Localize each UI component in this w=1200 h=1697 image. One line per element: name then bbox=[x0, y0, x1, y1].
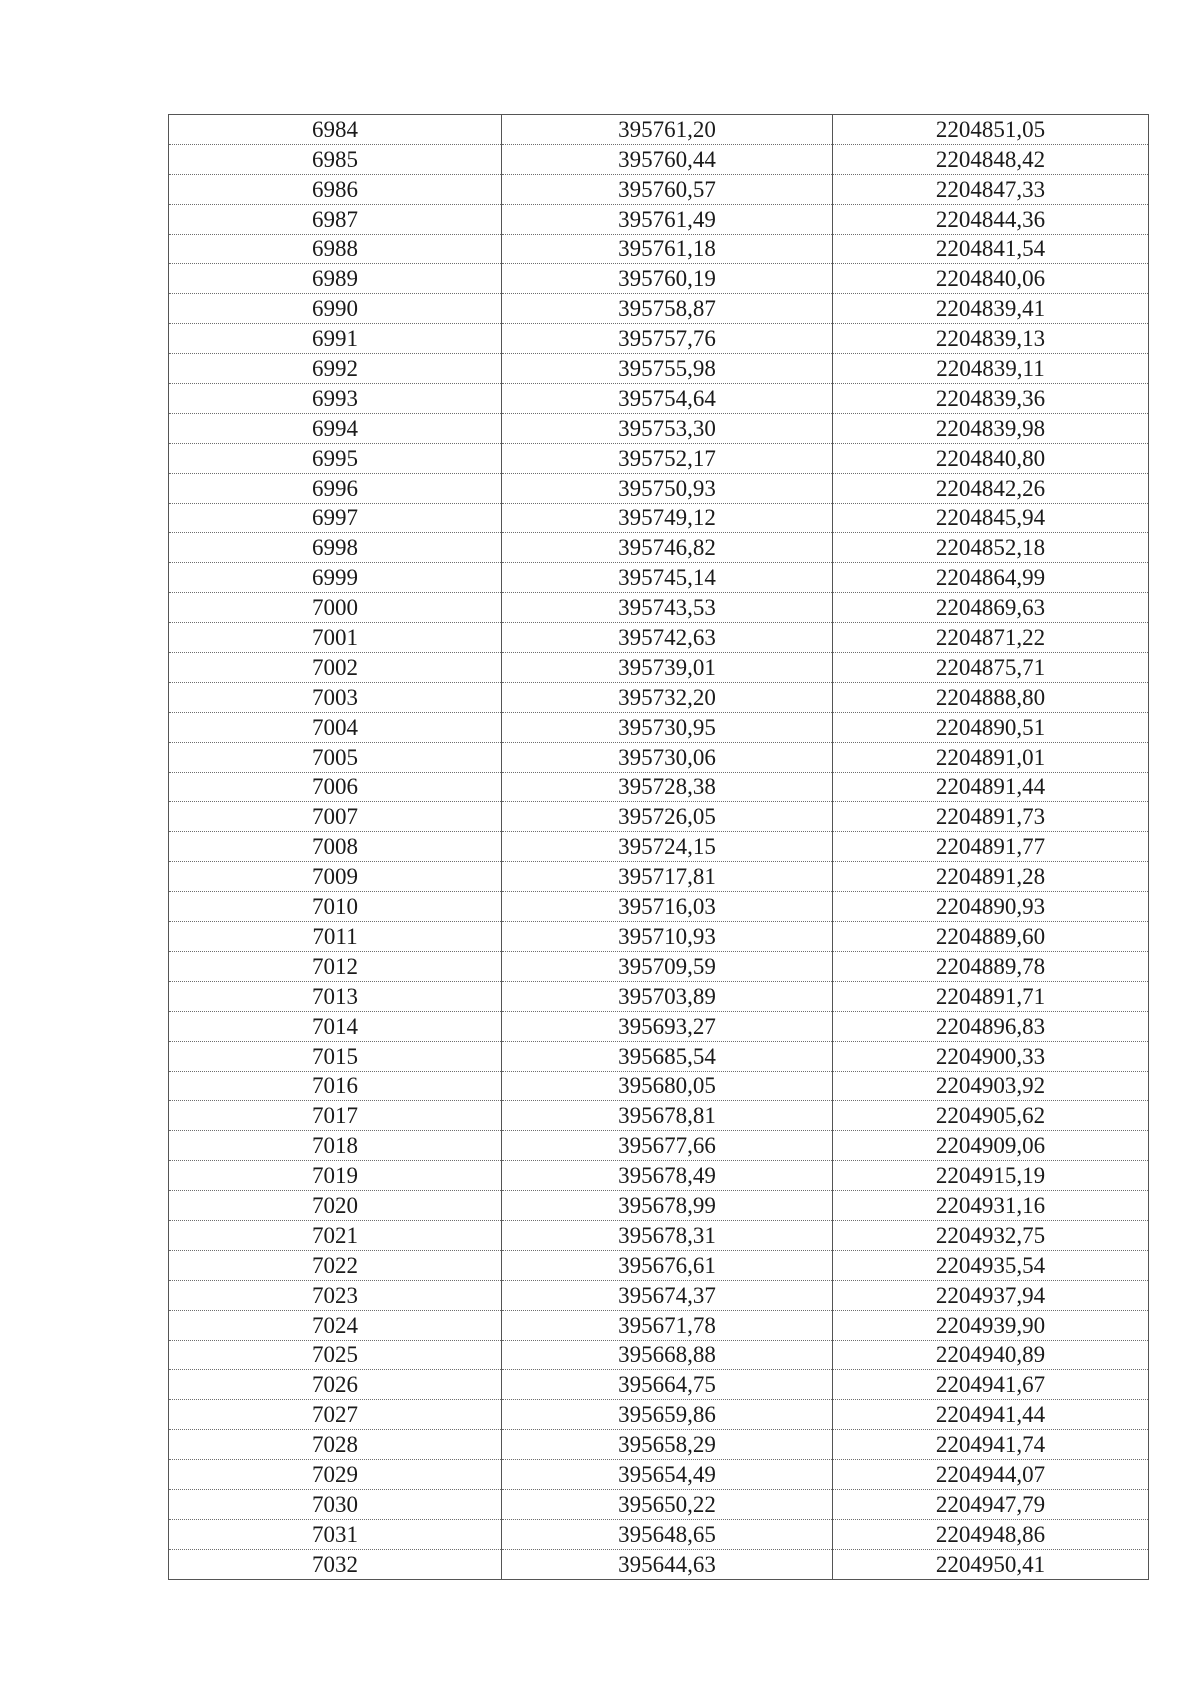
x-coordinate-cell: 395677,66 bbox=[502, 1131, 833, 1161]
point-number-cell: 7012 bbox=[169, 951, 502, 981]
y-coordinate-cell: 2204869,63 bbox=[833, 593, 1149, 623]
table-row bbox=[169, 1310, 1149, 1340]
table-row bbox=[169, 1370, 1149, 1400]
y-coordinate-cell: 2204944,07 bbox=[833, 1460, 1149, 1490]
x-coordinate-cell: 395742,63 bbox=[502, 623, 833, 653]
point-number-cell: 7027 bbox=[169, 1400, 502, 1430]
y-coordinate-cell: 2204845,94 bbox=[833, 503, 1149, 533]
point-number-cell: 7008 bbox=[169, 832, 502, 862]
table-row bbox=[169, 1460, 1149, 1490]
x-coordinate-cell: 395680,05 bbox=[502, 1071, 833, 1101]
table-row bbox=[169, 115, 1149, 145]
point-number-cell: 6989 bbox=[169, 264, 502, 294]
x-coordinate-cell: 395726,05 bbox=[502, 802, 833, 832]
x-coordinate-cell: 395730,95 bbox=[502, 712, 833, 742]
table-row bbox=[169, 1280, 1149, 1310]
table-row bbox=[169, 981, 1149, 1011]
point-number-cell: 6984 bbox=[169, 115, 502, 145]
x-coordinate-cell: 395730,06 bbox=[502, 742, 833, 772]
y-coordinate-cell: 2204941,44 bbox=[833, 1400, 1149, 1430]
y-coordinate-cell: 2204915,19 bbox=[833, 1161, 1149, 1191]
point-number-cell: 7028 bbox=[169, 1430, 502, 1460]
table-row bbox=[169, 1220, 1149, 1250]
x-coordinate-cell: 395739,01 bbox=[502, 653, 833, 683]
x-coordinate-cell: 395724,15 bbox=[502, 832, 833, 862]
point-number-cell: 6985 bbox=[169, 144, 502, 174]
x-coordinate-cell: 395658,29 bbox=[502, 1430, 833, 1460]
x-coordinate-cell: 395664,75 bbox=[502, 1370, 833, 1400]
x-coordinate-cell: 395678,49 bbox=[502, 1161, 833, 1191]
x-coordinate-cell: 395749,12 bbox=[502, 503, 833, 533]
y-coordinate-cell: 2204875,71 bbox=[833, 653, 1149, 683]
y-coordinate-cell: 2204937,94 bbox=[833, 1280, 1149, 1310]
y-coordinate-cell: 2204948,86 bbox=[833, 1519, 1149, 1549]
y-coordinate-cell: 2204844,36 bbox=[833, 204, 1149, 234]
point-number-cell: 6995 bbox=[169, 443, 502, 473]
point-number-cell: 6998 bbox=[169, 533, 502, 563]
table-row bbox=[169, 1191, 1149, 1221]
y-coordinate-cell: 2204891,73 bbox=[833, 802, 1149, 832]
x-coordinate-cell: 395757,76 bbox=[502, 324, 833, 354]
table-row bbox=[169, 384, 1149, 414]
table-row bbox=[169, 862, 1149, 892]
point-number-cell: 6996 bbox=[169, 473, 502, 503]
table-row bbox=[169, 1101, 1149, 1131]
x-coordinate-cell: 395650,22 bbox=[502, 1489, 833, 1519]
x-coordinate-cell: 395678,81 bbox=[502, 1101, 833, 1131]
point-number-cell: 7013 bbox=[169, 981, 502, 1011]
point-number-cell: 6988 bbox=[169, 234, 502, 264]
table-row bbox=[169, 324, 1149, 354]
table-row bbox=[169, 354, 1149, 384]
point-number-cell: 7002 bbox=[169, 653, 502, 683]
x-coordinate-cell: 395752,17 bbox=[502, 443, 833, 473]
point-number-cell: 7026 bbox=[169, 1370, 502, 1400]
point-number-cell: 6986 bbox=[169, 174, 502, 204]
point-number-cell: 7016 bbox=[169, 1071, 502, 1101]
x-coordinate-cell: 395760,19 bbox=[502, 264, 833, 294]
point-number-cell: 7023 bbox=[169, 1280, 502, 1310]
x-coordinate-cell: 395761,18 bbox=[502, 234, 833, 264]
point-number-cell: 7032 bbox=[169, 1549, 502, 1579]
point-number-cell: 7030 bbox=[169, 1489, 502, 1519]
y-coordinate-cell: 2204842,26 bbox=[833, 473, 1149, 503]
x-coordinate-cell: 395761,20 bbox=[502, 115, 833, 145]
table-row bbox=[169, 951, 1149, 981]
x-coordinate-cell: 395654,49 bbox=[502, 1460, 833, 1490]
table-row bbox=[169, 533, 1149, 563]
point-number-cell: 6990 bbox=[169, 294, 502, 324]
x-coordinate-cell: 395703,89 bbox=[502, 981, 833, 1011]
x-coordinate-cell: 395745,14 bbox=[502, 563, 833, 593]
point-number-cell: 7020 bbox=[169, 1191, 502, 1221]
table-row bbox=[169, 174, 1149, 204]
point-number-cell: 7018 bbox=[169, 1131, 502, 1161]
table-row bbox=[169, 503, 1149, 533]
y-coordinate-cell: 2204891,28 bbox=[833, 862, 1149, 892]
y-coordinate-cell: 2204939,90 bbox=[833, 1310, 1149, 1340]
point-number-cell: 7022 bbox=[169, 1250, 502, 1280]
point-number-cell: 7004 bbox=[169, 712, 502, 742]
y-coordinate-cell: 2204851,05 bbox=[833, 115, 1149, 145]
x-coordinate-cell: 395648,65 bbox=[502, 1519, 833, 1549]
x-coordinate-cell: 395760,44 bbox=[502, 144, 833, 174]
point-number-cell: 6999 bbox=[169, 563, 502, 593]
point-number-cell: 7024 bbox=[169, 1310, 502, 1340]
table-row bbox=[169, 443, 1149, 473]
x-coordinate-cell: 395659,86 bbox=[502, 1400, 833, 1430]
point-number-cell: 7006 bbox=[169, 772, 502, 802]
y-coordinate-cell: 2204852,18 bbox=[833, 533, 1149, 563]
table-row bbox=[169, 234, 1149, 264]
x-coordinate-cell: 395743,53 bbox=[502, 593, 833, 623]
point-number-cell: 7031 bbox=[169, 1519, 502, 1549]
x-coordinate-cell: 395753,30 bbox=[502, 413, 833, 443]
y-coordinate-cell: 2204890,93 bbox=[833, 892, 1149, 922]
point-number-cell: 7001 bbox=[169, 623, 502, 653]
y-coordinate-cell: 2204839,36 bbox=[833, 384, 1149, 414]
table-row bbox=[169, 922, 1149, 952]
y-coordinate-cell: 2204932,75 bbox=[833, 1220, 1149, 1250]
y-coordinate-cell: 2204839,98 bbox=[833, 413, 1149, 443]
y-coordinate-cell: 2204841,54 bbox=[833, 234, 1149, 264]
point-number-cell: 6992 bbox=[169, 354, 502, 384]
x-coordinate-cell: 395676,61 bbox=[502, 1250, 833, 1280]
table-row bbox=[169, 653, 1149, 683]
point-number-cell: 7000 bbox=[169, 593, 502, 623]
point-number-cell: 6993 bbox=[169, 384, 502, 414]
table-row bbox=[169, 593, 1149, 623]
x-coordinate-cell: 395716,03 bbox=[502, 892, 833, 922]
table-row bbox=[169, 772, 1149, 802]
x-coordinate-cell: 395758,87 bbox=[502, 294, 833, 324]
table-row bbox=[169, 802, 1149, 832]
point-number-cell: 7019 bbox=[169, 1161, 502, 1191]
table-row bbox=[169, 1131, 1149, 1161]
y-coordinate-cell: 2204839,13 bbox=[833, 324, 1149, 354]
point-number-cell: 7007 bbox=[169, 802, 502, 832]
table-row bbox=[169, 1011, 1149, 1041]
x-coordinate-cell: 395754,64 bbox=[502, 384, 833, 414]
y-coordinate-cell: 2204848,42 bbox=[833, 144, 1149, 174]
table-row bbox=[169, 413, 1149, 443]
y-coordinate-cell: 2204890,51 bbox=[833, 712, 1149, 742]
x-coordinate-cell: 395746,82 bbox=[502, 533, 833, 563]
point-number-cell: 7009 bbox=[169, 862, 502, 892]
y-coordinate-cell: 2204891,01 bbox=[833, 742, 1149, 772]
x-coordinate-cell: 395668,88 bbox=[502, 1340, 833, 1370]
table-row bbox=[169, 1250, 1149, 1280]
table-row bbox=[169, 144, 1149, 174]
x-coordinate-cell: 395644,63 bbox=[502, 1549, 833, 1579]
y-coordinate-cell: 2204909,06 bbox=[833, 1131, 1149, 1161]
table-row bbox=[169, 1519, 1149, 1549]
point-number-cell: 7029 bbox=[169, 1460, 502, 1490]
y-coordinate-cell: 2204931,16 bbox=[833, 1191, 1149, 1221]
x-coordinate-cell: 395678,99 bbox=[502, 1191, 833, 1221]
x-coordinate-cell: 395693,27 bbox=[502, 1011, 833, 1041]
y-coordinate-cell: 2204840,80 bbox=[833, 443, 1149, 473]
x-coordinate-cell: 395732,20 bbox=[502, 682, 833, 712]
table-row bbox=[169, 1400, 1149, 1430]
point-number-cell: 7015 bbox=[169, 1041, 502, 1071]
point-number-cell: 6987 bbox=[169, 204, 502, 234]
y-coordinate-cell: 2204900,33 bbox=[833, 1041, 1149, 1071]
table-row bbox=[169, 1041, 1149, 1071]
y-coordinate-cell: 2204941,74 bbox=[833, 1430, 1149, 1460]
table-row bbox=[169, 1340, 1149, 1370]
y-coordinate-cell: 2204847,33 bbox=[833, 174, 1149, 204]
y-coordinate-cell: 2204935,54 bbox=[833, 1250, 1149, 1280]
point-number-cell: 6991 bbox=[169, 324, 502, 354]
table-row bbox=[169, 682, 1149, 712]
table-row bbox=[169, 712, 1149, 742]
point-number-cell: 7014 bbox=[169, 1011, 502, 1041]
y-coordinate-cell: 2204903,92 bbox=[833, 1071, 1149, 1101]
y-coordinate-cell: 2204891,44 bbox=[833, 772, 1149, 802]
x-coordinate-cell: 395728,38 bbox=[502, 772, 833, 802]
table-row bbox=[169, 892, 1149, 922]
y-coordinate-cell: 2204891,71 bbox=[833, 981, 1149, 1011]
y-coordinate-cell: 2204941,67 bbox=[833, 1370, 1149, 1400]
table-row bbox=[169, 1161, 1149, 1191]
y-coordinate-cell: 2204839,11 bbox=[833, 354, 1149, 384]
y-coordinate-cell: 2204891,77 bbox=[833, 832, 1149, 862]
coordinates-table bbox=[168, 114, 1149, 1580]
x-coordinate-cell: 395685,54 bbox=[502, 1041, 833, 1071]
y-coordinate-cell: 2204896,83 bbox=[833, 1011, 1149, 1041]
table-row bbox=[169, 264, 1149, 294]
y-coordinate-cell: 2204905,62 bbox=[833, 1101, 1149, 1131]
x-coordinate-cell: 395674,37 bbox=[502, 1280, 833, 1310]
point-number-cell: 7025 bbox=[169, 1340, 502, 1370]
table-row bbox=[169, 623, 1149, 653]
x-coordinate-cell: 395710,93 bbox=[502, 922, 833, 952]
y-coordinate-cell: 2204840,06 bbox=[833, 264, 1149, 294]
point-number-cell: 7017 bbox=[169, 1101, 502, 1131]
y-coordinate-cell: 2204940,89 bbox=[833, 1340, 1149, 1370]
y-coordinate-cell: 2204839,41 bbox=[833, 294, 1149, 324]
point-number-cell: 7010 bbox=[169, 892, 502, 922]
table-row bbox=[169, 1430, 1149, 1460]
table-row bbox=[169, 1489, 1149, 1519]
x-coordinate-cell: 395717,81 bbox=[502, 862, 833, 892]
point-number-cell: 7011 bbox=[169, 922, 502, 952]
point-number-cell: 7021 bbox=[169, 1220, 502, 1250]
table-row bbox=[169, 473, 1149, 503]
y-coordinate-cell: 2204947,79 bbox=[833, 1489, 1149, 1519]
y-coordinate-cell: 2204864,99 bbox=[833, 563, 1149, 593]
x-coordinate-cell: 395750,93 bbox=[502, 473, 833, 503]
x-coordinate-cell: 395761,49 bbox=[502, 204, 833, 234]
table-row bbox=[169, 1071, 1149, 1101]
y-coordinate-cell: 2204888,80 bbox=[833, 682, 1149, 712]
x-coordinate-cell: 395709,59 bbox=[502, 951, 833, 981]
y-coordinate-cell: 2204950,41 bbox=[833, 1549, 1149, 1579]
y-coordinate-cell: 2204871,22 bbox=[833, 623, 1149, 653]
table-row bbox=[169, 832, 1149, 862]
x-coordinate-cell: 395678,31 bbox=[502, 1220, 833, 1250]
coordinates-table-body bbox=[169, 115, 1149, 1580]
point-number-cell: 6997 bbox=[169, 503, 502, 533]
x-coordinate-cell: 395760,57 bbox=[502, 174, 833, 204]
table-row bbox=[169, 294, 1149, 324]
point-number-cell: 6994 bbox=[169, 413, 502, 443]
x-coordinate-cell: 395755,98 bbox=[502, 354, 833, 384]
y-coordinate-cell: 2204889,60 bbox=[833, 922, 1149, 952]
point-number-cell: 7003 bbox=[169, 682, 502, 712]
table-row bbox=[169, 1549, 1149, 1579]
table-row bbox=[169, 742, 1149, 772]
x-coordinate-cell: 395671,78 bbox=[502, 1310, 833, 1340]
table-row bbox=[169, 563, 1149, 593]
table-row bbox=[169, 204, 1149, 234]
y-coordinate-cell: 2204889,78 bbox=[833, 951, 1149, 981]
point-number-cell: 7005 bbox=[169, 742, 502, 772]
